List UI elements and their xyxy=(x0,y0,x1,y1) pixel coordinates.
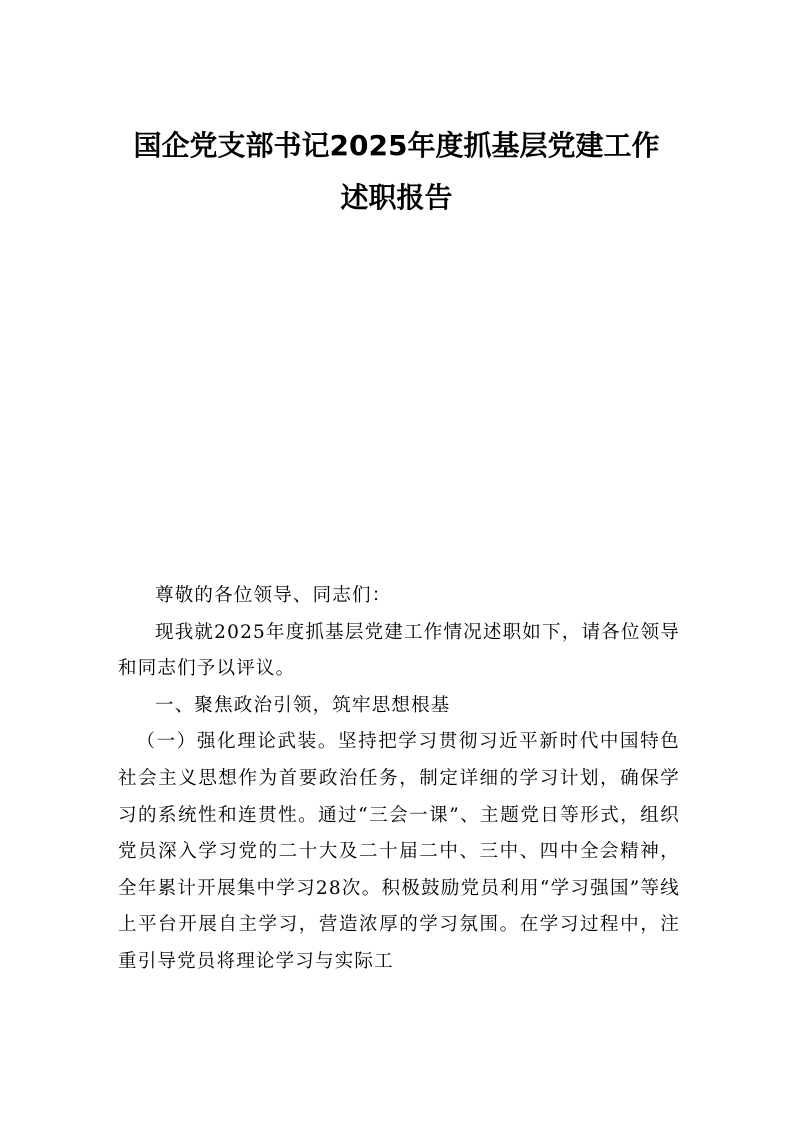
section-1-paragraph-1: （一）强化理论武装。坚持把学习贯彻习近平新时代中国特色社会主义思想作为首要政治任务，制定详细的学习计划，确保学习的系统性和连贯性。通过“三会一课”、主题党日等形式，组织党员深入学习党的二十大及二十届二中、三中、四中全会精神，全年累计开展集中学习28次。积极鼓励党员利用“学习强国”等线上平台开展自主学习，营造浓厚的学习氛围。在学习过程中，注重引导党员将理论学习与实际工 xyxy=(118,731,680,972)
title-line-1: 国企党支部书记2025年度抓基层党建工作 xyxy=(133,129,660,162)
title-line-2: 述职报告 xyxy=(340,181,453,214)
salutation: 尊敬的各位领导、同志们： xyxy=(155,585,392,606)
document-body xyxy=(118,578,680,981)
intro-paragraph: 现我就2025年度抓基层党建工作情况述职如下，请各位领导和同志们予以评议。 xyxy=(118,621,680,680)
section-heading-1: 一、聚焦政治引领，筑牢思想根基 xyxy=(155,694,451,716)
document-title xyxy=(0,120,793,224)
